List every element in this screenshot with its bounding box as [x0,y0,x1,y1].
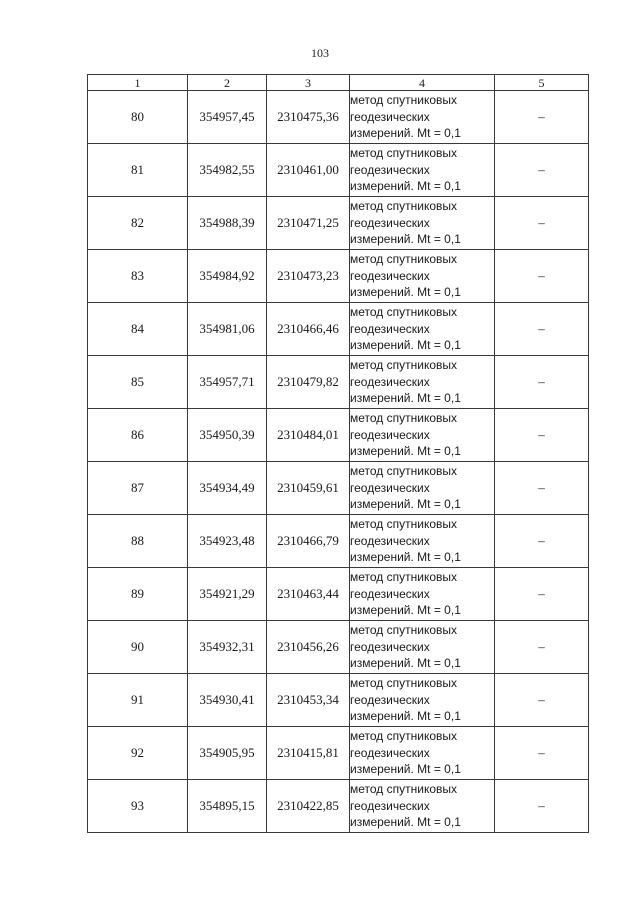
table-row [88,303,589,356]
note-cell: – [495,91,589,144]
table-row [88,91,589,144]
method-line-1: метод спутниковых [350,199,458,214]
method-line-2: геодезических [350,268,430,283]
y-coordinate-cell: 2310453,34 [267,674,350,727]
method-cell [350,462,495,515]
point-number-cell: 89 [88,568,188,621]
x-coordinate-cell: 354921,29 [188,568,267,621]
note-cell: – [495,515,589,568]
table-row [88,250,589,303]
method-line-1: метод спутниковых [350,782,458,797]
point-number-cell: 80 [88,91,188,144]
x-coordinate-cell: 354895,15 [188,780,267,833]
x-coordinate-cell: 354932,31 [188,621,267,674]
method-line-1: метод спутниковых [350,570,458,585]
method-line-1: метод спутниковых [350,411,458,426]
table-row [88,780,589,833]
method-line-2: геодезических [350,745,430,760]
method-line-2: геодезических [350,798,430,813]
table-row [88,621,589,674]
method-line-3: измерений. Mt = 0,1 [350,338,461,353]
y-coordinate-cell: 2310466,79 [267,515,350,568]
x-coordinate-cell: 354905,95 [188,727,267,780]
method-cell [350,250,495,303]
note-cell: – [495,780,589,833]
point-number-cell: 93 [88,780,188,833]
table-row [88,568,589,621]
method-line-3: измерений. Mt = 0,1 [350,179,461,194]
note-cell: – [495,303,589,356]
x-coordinate-cell: 354984,92 [188,250,267,303]
note-cell: – [495,568,589,621]
method-cell [350,303,495,356]
table-row [88,409,589,462]
point-number-cell: 88 [88,515,188,568]
method-line-2: геодезических [350,162,430,177]
x-coordinate-cell: 354981,06 [188,303,267,356]
method-cell [350,515,495,568]
note-cell: – [495,197,589,250]
x-coordinate-cell: 354988,39 [188,197,267,250]
method-line-1: метод спутниковых [350,358,458,373]
point-number-cell: 91 [88,674,188,727]
x-coordinate-cell: 354982,55 [188,144,267,197]
method-line-2: геодезических [350,427,430,442]
column-header-x: 2 [188,75,267,91]
table-row [88,197,589,250]
method-line-1: метод спутниковых [350,146,458,161]
y-coordinate-cell: 2310466,46 [267,303,350,356]
method-line-3: измерений. Mt = 0,1 [350,709,461,724]
table-row [88,462,589,515]
y-coordinate-cell: 2310415,81 [267,727,350,780]
note-cell: – [495,409,589,462]
note-cell: – [495,356,589,409]
y-coordinate-cell: 2310473,23 [267,250,350,303]
y-coordinate-cell: 2310475,36 [267,91,350,144]
method-line-3: измерений. Mt = 0,1 [350,815,461,830]
y-coordinate-cell: 2310422,85 [267,780,350,833]
y-coordinate-cell: 2310471,25 [267,197,350,250]
column-header-y: 3 [267,75,350,91]
method-line-1: метод спутниковых [350,517,458,532]
y-coordinate-cell: 2310459,61 [267,462,350,515]
column-header-number: 1 [88,75,188,91]
method-line-1: метод спутниковых [350,305,458,320]
method-line-3: измерений. Mt = 0,1 [350,391,461,406]
point-number-cell: 85 [88,356,188,409]
method-cell [350,356,495,409]
method-cell [350,727,495,780]
point-number-cell: 90 [88,621,188,674]
method-cell [350,621,495,674]
coordinates-table [87,74,589,833]
column-header-method: 4 [350,75,495,91]
method-cell [350,197,495,250]
y-coordinate-cell: 2310484,01 [267,409,350,462]
method-line-1: метод спутниковых [350,676,458,691]
x-coordinate-cell: 354923,48 [188,515,267,568]
method-line-3: измерений. Mt = 0,1 [350,656,461,671]
table-row [88,727,589,780]
method-line-2: геодезических [350,321,430,336]
note-cell: – [495,144,589,197]
method-line-3: измерений. Mt = 0,1 [350,285,461,300]
method-line-2: геодезических [350,215,430,230]
point-number-cell: 82 [88,197,188,250]
method-line-1: метод спутниковых [350,623,458,638]
method-line-2: геодезических [350,692,430,707]
column-header-note: 5 [495,75,589,91]
table-row [88,515,589,568]
note-cell: – [495,462,589,515]
method-line-2: геодезических [350,586,430,601]
point-number-cell: 81 [88,144,188,197]
table-header-row [88,75,589,91]
x-coordinate-cell: 354957,71 [188,356,267,409]
y-coordinate-cell: 2310463,44 [267,568,350,621]
method-cell [350,409,495,462]
method-line-1: метод спутниковых [350,464,458,479]
method-line-3: измерений. Mt = 0,1 [350,444,461,459]
point-number-cell: 92 [88,727,188,780]
x-coordinate-cell: 354950,39 [188,409,267,462]
method-line-3: измерений. Mt = 0,1 [350,762,461,777]
method-line-2: геодезических [350,639,430,654]
note-cell: – [495,621,589,674]
method-cell [350,674,495,727]
method-line-2: геодезических [350,480,430,495]
note-cell: – [495,727,589,780]
table-row [88,144,589,197]
note-cell: – [495,250,589,303]
method-cell [350,780,495,833]
note-cell: – [495,674,589,727]
method-line-3: измерений. Mt = 0,1 [350,497,461,512]
x-coordinate-cell: 354930,41 [188,674,267,727]
method-line-1: метод спутниковых [350,93,458,108]
method-cell [350,144,495,197]
method-line-2: геодезических [350,109,430,124]
method-cell [350,568,495,621]
method-cell [350,91,495,144]
x-coordinate-cell: 354934,49 [188,462,267,515]
point-number-cell: 87 [88,462,188,515]
y-coordinate-cell: 2310479,82 [267,356,350,409]
method-line-2: геодезических [350,533,430,548]
method-line-1: метод спутниковых [350,252,458,267]
page-number: 103 [311,46,329,60]
table-row [88,674,589,727]
y-coordinate-cell: 2310461,00 [267,144,350,197]
table-row [88,356,589,409]
method-line-3: измерений. Mt = 0,1 [350,550,461,565]
point-number-cell: 84 [88,303,188,356]
point-number-cell: 83 [88,250,188,303]
method-line-3: измерений. Mt = 0,1 [350,126,461,141]
x-coordinate-cell: 354957,45 [188,91,267,144]
method-line-1: метод спутниковых [350,729,458,744]
y-coordinate-cell: 2310456,26 [267,621,350,674]
table-body [88,91,589,833]
point-number-cell: 86 [88,409,188,462]
method-line-2: геодезических [350,374,430,389]
method-line-3: измерений. Mt = 0,1 [350,603,461,618]
method-line-3: измерений. Mt = 0,1 [350,232,461,247]
